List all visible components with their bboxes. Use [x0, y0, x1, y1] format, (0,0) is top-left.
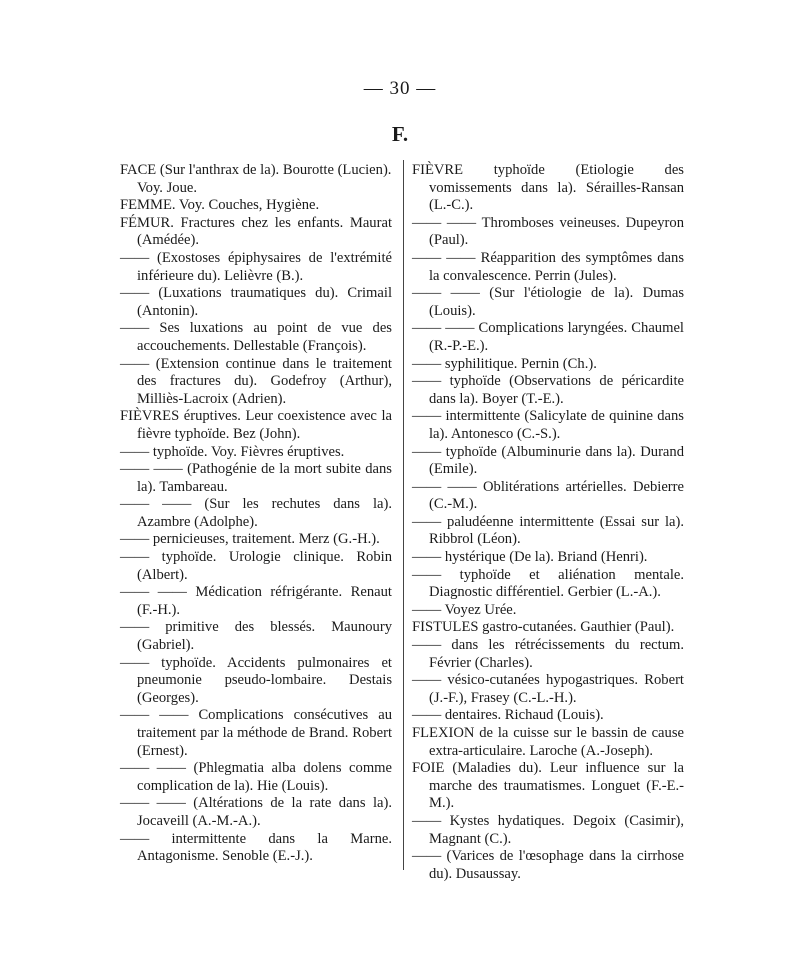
index-entry: FISTULES gastro-cutanées. Gauthier (Paul). — [412, 619, 675, 636]
index-entry: Voy. Joue. — [137, 179, 197, 196]
index-entry: FACE (Sur l'anthrax de la). Bourotte (Lucien). — [120, 162, 392, 178]
section-letter: F. — [391, 122, 409, 146]
index-entry: —— syphilitique. Pernin (Ch.). — [412, 355, 597, 372]
index-entry: —— pernicieuses, traitement. Merz (G.-H.). — [120, 531, 380, 548]
index-entry: —— —— Complications laryngées. Chaumel (R.-P.-E.). — [412, 320, 684, 354]
index-entry: —— —— (Altérations de la rate dans la). Jocaveill (A.-M.-A.). — [120, 795, 392, 829]
index-entry: —— typhoïde. Voy. Fièvres éruptives. — [120, 443, 345, 460]
index-entry: FIÈVRE typhoïde (Etiologie des vomissements dans la). Sérailles-Ransan (L.-C.). — [412, 162, 684, 214]
index-entry: —— hystérique (De la). Briand (Henri). — [412, 549, 648, 566]
index-entry: —— typhoïde et aliénation mentale. Diagnostic différentiel. Gerbier (L.-A.). — [412, 566, 684, 601]
right-column — [412, 162, 684, 883]
index-entry: —— Voyez Urée. — [412, 601, 517, 618]
index-entry: —— typhoïde. Accidents pulmonaires et pneumonie pseudo-lombaire. Destais (Georges). — [120, 654, 392, 706]
index-entry: —— (Luxations traumatiques du). Crimail (Antonin). — [120, 285, 392, 319]
index-entry: —— Ses luxations au point de vue des accouchements. Dellestable (François). — [120, 320, 392, 354]
index-entry: —— typhoïde (Albuminurie dans la). Durand (Emile). — [412, 443, 684, 478]
index-entry: FEMME. Voy. Couches, Hygiène. — [120, 197, 320, 214]
page-number: — 30 — — [363, 78, 437, 99]
index-entry: —— typhoïde (Observations de péricardite dans la). Boyer (T.-E.). — [412, 373, 684, 407]
index-entry: —— vésico-cutanées hypogastriques. Robert (J.-F.), Frasey (C.-L.-H.). — [412, 672, 684, 706]
index-entry: —— (Extension continue dans le traitement des fractures du). Godefroy (Arthur), Milliès-Lacroix (Adrien). — [120, 355, 392, 407]
index-entry: —— paludéenne intermittente (Essai sur la). Ribbrol (Léon). — [412, 513, 684, 548]
index-entry: —— —— Réapparition des symptômes dans la convalescence. Perrin (Jules). — [412, 249, 684, 284]
index-entry: —— (Exostoses épiphysaires de l'extrémité inférieure du). Lelièvre (B.). — [120, 249, 392, 284]
index-entry: —— (Varices de l'œsophage dans la cirrhose du). Dusaussay. — [412, 848, 684, 882]
index-entry: —— —— Médication réfrigérante. Renaut (F.-H.). — [120, 584, 392, 618]
index-entry: —— dentaires. Richaud (Louis). — [412, 707, 604, 724]
index-entry: —— —— Complications consécutives au traitement par la méthode de Brand. Robert (Ernest). — [120, 707, 392, 759]
left-column — [120, 162, 392, 866]
index-entry: —— —— (Pathogénie de la mort subite dans la). Tambareau. — [120, 461, 392, 495]
index-entry: —— dans les rétrécissements du rectum. Février (Charles). — [412, 637, 684, 671]
index-entry: —— primitive des blessés. Maunoury (Gabriel). — [120, 619, 392, 654]
index-entry: FLEXION de la cuisse sur le bassin de cause extra-articulaire. Laroche (A.-Joseph). — [412, 725, 684, 759]
index-entry: —— intermittente (Salicylate de quinine dans la). Antonesco (C.-S.). — [412, 408, 684, 442]
index-entry: —— typhoïde. Urologie clinique. Robin (Albert). — [120, 549, 392, 583]
index-entry: —— —— (Phlegmatia alba dolens comme complication de la). Hie (Louis). — [120, 760, 392, 794]
index-entry: FIÈVRES éruptives. Leur coexistence avec la fièvre typhoïde. Bez (John). — [120, 408, 392, 442]
index-entry: —— —— (Sur les rechutes dans la). Azambre (Adolphe). — [120, 496, 392, 530]
index-entry: —— —— Thromboses veineuses. Dupeyron (Paul). — [412, 214, 684, 249]
column-divider — [403, 160, 404, 870]
index-entry: —— —— (Sur l'étiologie de la). Dumas (Louis). — [412, 285, 684, 319]
index-entry: FOIE (Maladies du). Leur influence sur la marche des traumatismes. Longuet (F.-E.-M.). — [412, 760, 684, 812]
index-entry: —— intermittente dans la Marne. Antagonisme. Senoble (E.-J.). — [120, 830, 392, 865]
index-entry: FÉMUR. Fractures chez les enfants. Maurat (Amédée). — [120, 214, 392, 249]
index-entry: —— Kystes hydatiques. Degoix (Casimir), Magnant (C.). — [412, 812, 684, 847]
index-entry: —— —— Oblitérations artérielles. Debierre (C.-M.). — [412, 478, 684, 513]
